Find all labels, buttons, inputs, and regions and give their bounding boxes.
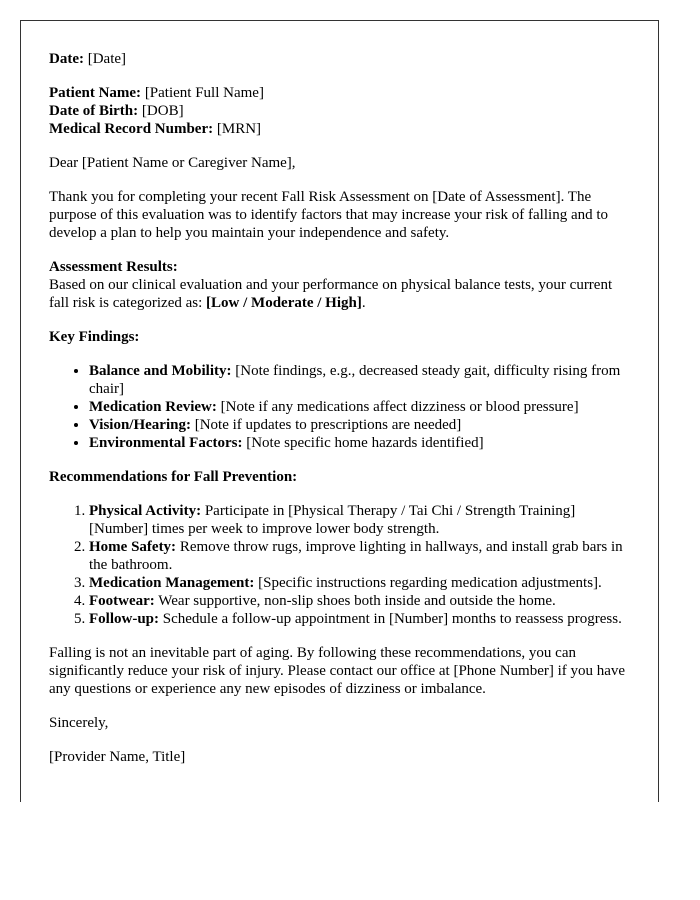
list-item: 2. Home Safety: Remove throw rugs, improve lighting in hallways, and install grab bars in the bathroom. xyxy=(89,538,628,574)
list-item: 1. Physical Activity: Participate in [Physical Therapy / Tai Chi / Strength Training] [Number] times per week to improve lower body strength. xyxy=(89,502,628,538)
salutation: Dear [Patient Name or Caregiver Name], xyxy=(49,155,296,171)
list-item: 5. Follow-up: Schedule a follow-up appointment in [Number] months to reassess progress. xyxy=(89,610,628,628)
assessment-results: Assessment Results: Based on our clinical evaluation and your performance on physical balance tests, your current fall risk is categorized as: [Low / Moderate / High]. xyxy=(49,259,613,311)
closing-paragraph: Falling is not an inevitable part of aging. By following these recommendations, you can significantly reduce your risk of injury. Please contact our office at [Phone Number] if you have any questions or experience any new episodes of dizziness or imbalance. xyxy=(49,645,626,697)
signature: [Provider Name, Title] xyxy=(49,749,186,765)
date-line: Date: [Date] xyxy=(49,51,127,67)
list-item: 4. Footwear: Wear supportive, non-slip shoes both inside and outside the home. xyxy=(89,592,628,610)
patient-info: Patient Name: [Patient Full Name] Date of Birth: [DOB] Medical Record Number: [MRN] xyxy=(49,85,264,137)
list-item: • Medication Review: [Note if any medications affect dizziness or blood pressure] xyxy=(89,398,628,416)
recommendations-heading: Recommendations for Fall Prevention: xyxy=(49,469,298,485)
key-findings-list xyxy=(49,362,628,452)
key-findings-heading: Key Findings: xyxy=(49,329,140,345)
list-item: • Balance and Mobility: [Note findings, e.g., decreased steady gait, difficulty rising from chair] xyxy=(89,362,628,398)
intro-paragraph: Thank you for completing your recent Fall Risk Assessment on [Date of Assessment]. The purpose of this evaluation was to identify factors that may increase your risk of falling and to develop a plan to help you maintain your independence and safety. xyxy=(49,189,609,241)
letter-page xyxy=(20,20,659,802)
recommendations-list xyxy=(49,502,628,628)
list-item: • Environmental Factors: [Note specific home hazards identified] xyxy=(89,434,628,452)
list-item: 3. Medication Management: [Specific instructions regarding medication adjustments]. xyxy=(89,574,628,592)
signoff: Sincerely, xyxy=(49,715,109,731)
list-item: • Vision/Hearing: [Note if updates to prescriptions are needed] xyxy=(89,416,628,434)
